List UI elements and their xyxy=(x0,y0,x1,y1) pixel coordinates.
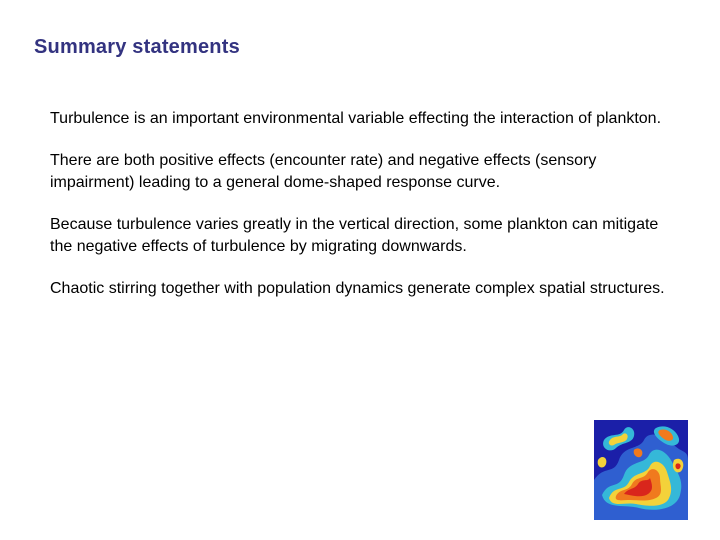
plankton-spatial-structure-graphic xyxy=(594,420,688,520)
statement-1: Turbulence is an important environmental variable effecting the interaction of plankton. xyxy=(50,110,662,127)
plankton-spatial-structure-image xyxy=(594,420,688,520)
statement-3: Because turbulence varies greatly in the vertical direction, some plankton can mitigate the negative effects of turbulence by migrating downwards. xyxy=(50,216,659,255)
statement-2: There are both positive effects (encounter rate) and negative effects (sensory impairment) leading to a general dome-shaped response curve. xyxy=(50,152,597,191)
summary-statements-list xyxy=(50,108,680,320)
slide-title: Summary statements xyxy=(34,36,240,58)
statement-4: Chaotic stirring together with population dynamics generate complex spatial structures. xyxy=(50,280,665,297)
